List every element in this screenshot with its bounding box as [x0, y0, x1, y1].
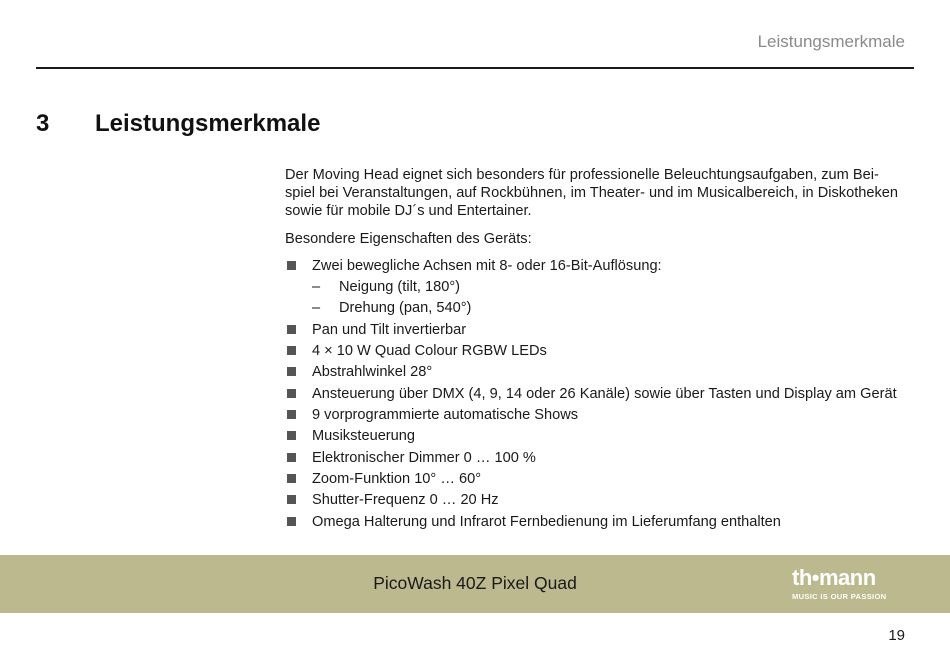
- dash-bullet: –: [312, 279, 321, 295]
- feature-text: Elektronischer Dimmer 0 … 100 %: [312, 449, 536, 466]
- logo-wordmark: th•mann: [792, 565, 876, 590]
- list-item: [285, 427, 917, 445]
- square-bullet-icon: [287, 474, 296, 483]
- feature-text: Zwei bewegliche Achsen mit 8- oder 16-Bit-Auflösung:: [312, 258, 662, 274]
- feature-text: Musiksteuerung: [312, 428, 416, 445]
- feature-text: Abstrahlwinkel 28°: [312, 364, 433, 381]
- sub-list: [312, 278, 917, 317]
- list-item: [285, 491, 917, 509]
- list-item: [285, 470, 917, 488]
- feature-text: Shutter-Frequenz 0 … 20 Hz: [312, 492, 499, 509]
- list-item: [285, 257, 917, 317]
- square-bullet-icon: [287, 517, 296, 526]
- sub-list-item: [312, 278, 917, 296]
- logo-tagline: MUSIC IS OUR PASSION: [792, 592, 887, 601]
- running-header: Leistungsmerkmale: [757, 32, 905, 51]
- features-lead: Besondere Eigenschaften des Geräts:: [285, 231, 532, 247]
- list-item: [285, 449, 917, 467]
- square-bullet-icon: [287, 410, 296, 419]
- dash-bullet: –: [312, 300, 321, 317]
- list-item: [285, 406, 917, 424]
- feature-list: [285, 257, 917, 531]
- list-item: [285, 513, 917, 531]
- intro-paragraph: [285, 166, 917, 220]
- list-item: [285, 342, 917, 360]
- section-number: 3: [36, 110, 50, 137]
- feature-text: Pan und Tilt invertierbar: [312, 321, 467, 338]
- feature-text: Ansteuerung über DMX (4, 9, 14 oder 26 Kanäle) sowie über Tasten und Display am Gerät: [312, 385, 897, 402]
- brand-logo: [792, 567, 908, 601]
- sub-feature-text: Neigung (tilt, 180°): [339, 279, 461, 295]
- intro-line: sowie für mobile DJ´s und Entertainer.: [285, 203, 532, 219]
- header-rule: [36, 67, 914, 69]
- sub-list-item: [312, 299, 917, 317]
- square-bullet-icon: [287, 346, 296, 355]
- feature-text: 9 vorprogrammierte automatische Shows: [312, 407, 579, 424]
- list-item: [285, 363, 917, 381]
- square-bullet-icon: [287, 261, 296, 270]
- body-text: [285, 166, 917, 534]
- list-item: [285, 321, 917, 339]
- sub-feature-text: Drehung (pan, 540°): [339, 300, 472, 317]
- square-bullet-icon: [287, 325, 296, 334]
- feature-text: Zoom-Funktion 10° … 60°: [312, 471, 482, 488]
- feature-text: 4 × 10 W Quad Colour RGBW LEDs: [312, 343, 547, 360]
- square-bullet-icon: [287, 367, 296, 376]
- square-bullet-icon: [287, 389, 296, 398]
- square-bullet-icon: [287, 431, 296, 440]
- square-bullet-icon: [287, 495, 296, 504]
- page-number: 19: [888, 627, 905, 644]
- intro-line: Der Moving Head eignet sich besonders für professionelle Beleuchtungsaufgaben, zum Bei-: [285, 167, 879, 183]
- feature-text: Omega Halterung und Infrarot Fernbedienung im Lieferumfang enthalten: [312, 513, 781, 530]
- section-title: Leistungsmerkmale: [95, 110, 321, 137]
- intro-line: spiel bei Veranstaltungen, auf Rockbühnen, im Theater- und im Musicalbereich, in Diskotheken: [285, 185, 899, 201]
- square-bullet-icon: [287, 453, 296, 462]
- footer-band: [0, 555, 950, 613]
- product-name: PicoWash 40Z Pixel Quad: [373, 573, 577, 593]
- list-item: [285, 385, 917, 403]
